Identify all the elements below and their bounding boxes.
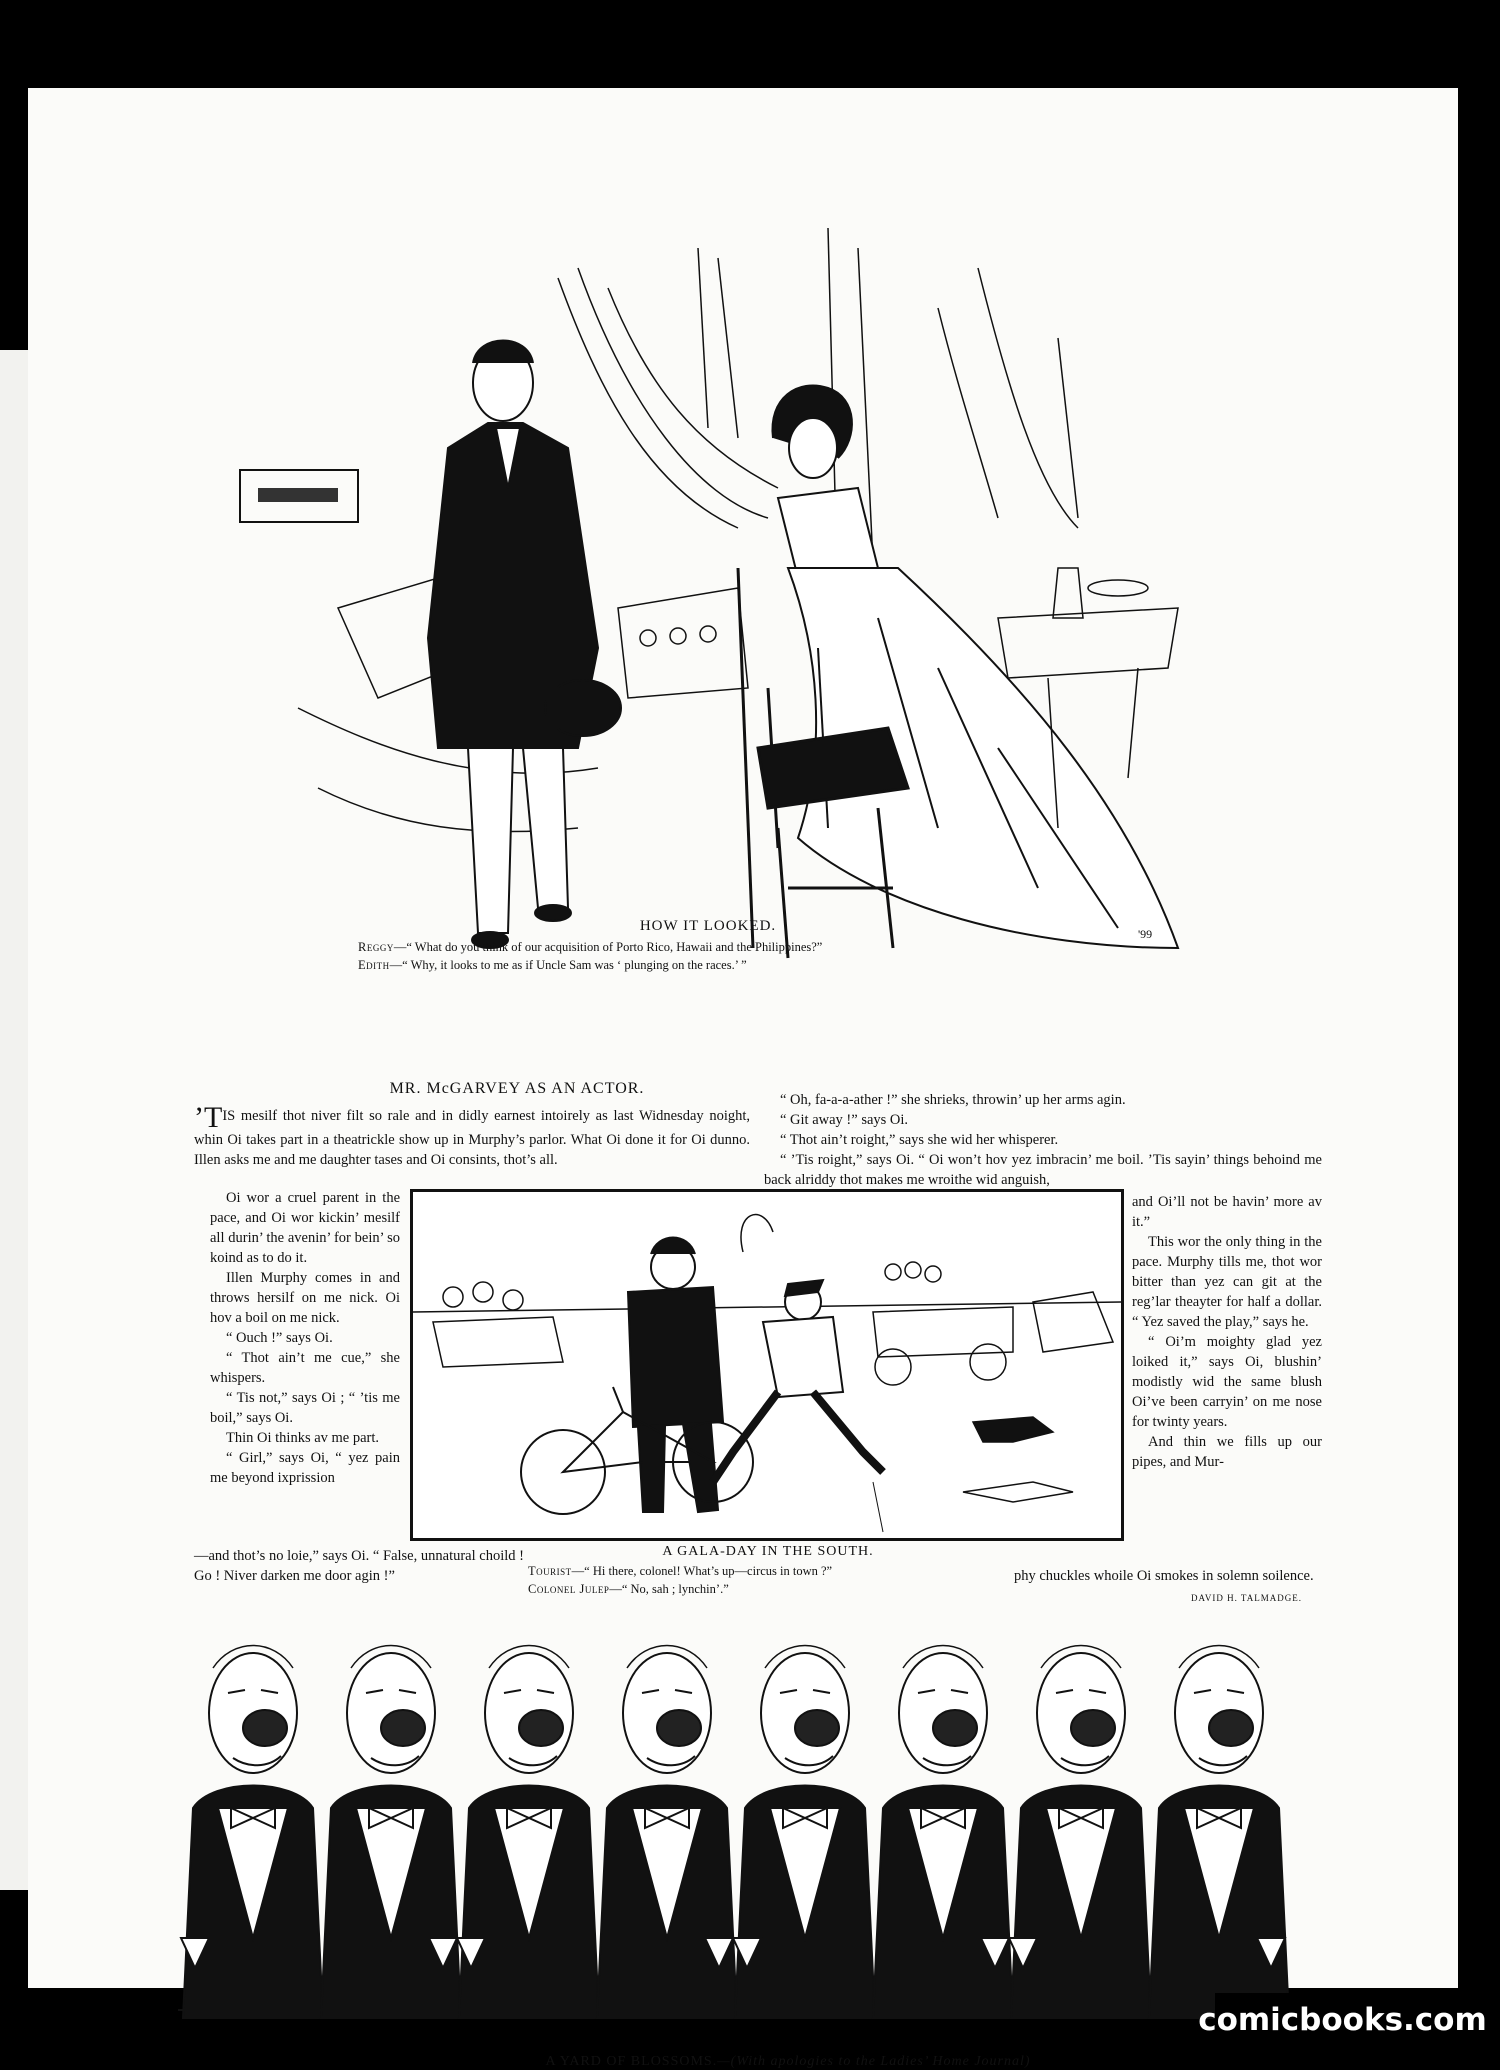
dialog-line-edith <box>358 956 1078 974</box>
paragraph: and Oi’ll not be havin’ more av it.” <box>1132 1194 1322 1230</box>
middle-cartoon-title: A GALA-DAY IN THE SOUTH. <box>662 1544 874 1559</box>
paragraph: And thin we fills up our pipes, and Mur- <box>1132 1434 1322 1470</box>
dialog-line-tourist <box>528 1562 998 1580</box>
speaker-name: Edith <box>358 958 390 972</box>
diner-figure <box>597 1646 737 2019</box>
man-in-frock-coat <box>428 341 621 949</box>
paragraph: Thin Oi thinks av me part. <box>226 1430 380 1446</box>
diner-figure <box>321 1646 461 2019</box>
speaker-name: Reggy <box>358 940 394 954</box>
paragraph: This wor the only thing in the pace. Murphy tills me, thot wor bitter than yez can git at the reg’lar theayter for half a dollar. “ Yez saved the play,” says he. <box>1132 1234 1322 1330</box>
speaker-name: Tourist <box>528 1564 572 1578</box>
paragraph: “ Thot ain’t roight,” says she wid her whisperer. <box>780 1132 1059 1148</box>
article-title: MR. McGARVEY AS AN ACTOR. <box>389 1080 645 1097</box>
dialog-text: —“ What do you think of our acquisition of Porto Rico, Hawaii and the Philippines?” <box>393 940 823 954</box>
top-cartoon-dialog <box>358 938 1078 974</box>
page-edge-strip <box>0 350 28 1890</box>
paragraph: Oi wor a cruel parent in the pace, and Oi wor kickin’ mesilf all durin’ the avenin’ for bein’ so koind as to do it. <box>210 1190 400 1266</box>
article-opening <box>194 1101 750 1170</box>
diner-figure <box>457 1646 599 2019</box>
paragraph: “ Thot ain’t me cue,” she whispers. <box>210 1350 400 1386</box>
watermark: comicbooks.com <box>1215 1993 1470 2047</box>
paragraph: “ Girl,” says Oi, “ yez pain me beyond ixprission <box>210 1450 400 1486</box>
paragraph: “ ’Tis roight,” says Oi. “ Oi won’t hov yez imbracin’ me boil. ’Tis sayin’ things behoind me back alriddy thot makes me wroithe wid anguish, <box>764 1152 1322 1188</box>
article-right-column <box>1132 1192 1322 1472</box>
paragraph: “ Oh, fa-a-a-ather !” she shrieks, throwin’ up her arms agin. <box>780 1092 1126 1108</box>
running-dogs <box>963 1417 1073 1502</box>
parlor-illustration <box>178 188 1238 988</box>
diner-figure <box>733 1646 875 2019</box>
paragraph: “ Ouch !” says Oi. <box>226 1330 333 1346</box>
article-left-tail <box>194 1546 524 1586</box>
diner-figure <box>1149 1646 1289 2019</box>
article-right-tail <box>1014 1566 1324 1586</box>
bottom-cartoon-subtitle: —(With apologies to the Ladies’ Home Journal) <box>717 2054 1031 2069</box>
dialog-text: —“ Why, it looks to me as if Uncle Sam was ‘ plunging on the races.’ ” <box>389 958 747 972</box>
dialog-text: —“ Hi there, colonel! What’s up—circus in town ?” <box>571 1564 833 1578</box>
paragraph: Illen Murphy comes in and throws hersilf on me nick. Oi hov a boil on me nick. <box>210 1270 400 1326</box>
dialog-text: —“ No, sah ; lynchin’.” <box>609 1582 729 1596</box>
paragraph: phy chuckles whoile Oi smokes in solemn soilence. <box>1014 1568 1314 1584</box>
dialog-line-colonel <box>528 1580 998 1598</box>
drop-cap: ’T <box>194 1101 223 1134</box>
paragraph: “ Git away !” says Oi. <box>780 1112 909 1128</box>
woman-in-gown <box>772 385 1178 948</box>
article-left-column <box>210 1188 400 1488</box>
opening-paragraph: IS mesilf thot niver filt so rale and in didly earnest intoirely as last Widnesday noight, whin Oi takes part in a theatrickle show up in Murphy’s parlor. What Oi done it for Oi dunno. Illen asks me and me daughter tases and Oi consints, thot’s all. <box>194 1108 750 1168</box>
policeman-figure <box>628 1238 723 1513</box>
speaker-name: Colonel Julep <box>528 1582 610 1596</box>
paragraph: —and thot’s no loie,” says Oi. “ False, unnatural choild ! Go ! Niver darken me door agin !” <box>194 1548 524 1584</box>
article-right-top <box>764 1090 1322 1190</box>
top-cartoon-title: HOW IT LOOKED. <box>639 918 777 934</box>
diner-figure <box>873 1646 1013 2019</box>
bottom-cartoon-caption <box>498 2054 1078 2070</box>
gala-day-illustration <box>413 1192 1121 1538</box>
middle-cartoon-dialog <box>528 1562 998 1598</box>
paragraph: “ Tis not,” says Oi ; “ ’tis me boil,” says Oi. <box>210 1390 400 1426</box>
svg-text:'99: '99 <box>1138 927 1153 941</box>
diner-figure <box>1009 1646 1151 2019</box>
gala-day-illustration-frame <box>410 1189 1124 1541</box>
running-man-figure <box>713 1215 883 1482</box>
diner-figure <box>181 1646 323 2019</box>
row-of-diners-illustration <box>178 1618 1378 2038</box>
article-byline: DAVID H. TALMADGE. <box>1191 1593 1302 1603</box>
bottom-cartoon-title: A YARD OF BLOSSOMS. <box>545 2054 718 2069</box>
top-hat <box>545 680 621 736</box>
dialog-line-reggy <box>358 938 1078 956</box>
paragraph: “ Oi’m moighty glad yez loiked it,” says Oi, blushin’ modistly wid the same blush Oi’ve been carryin’ on me nose for twinty years. <box>1132 1334 1322 1430</box>
